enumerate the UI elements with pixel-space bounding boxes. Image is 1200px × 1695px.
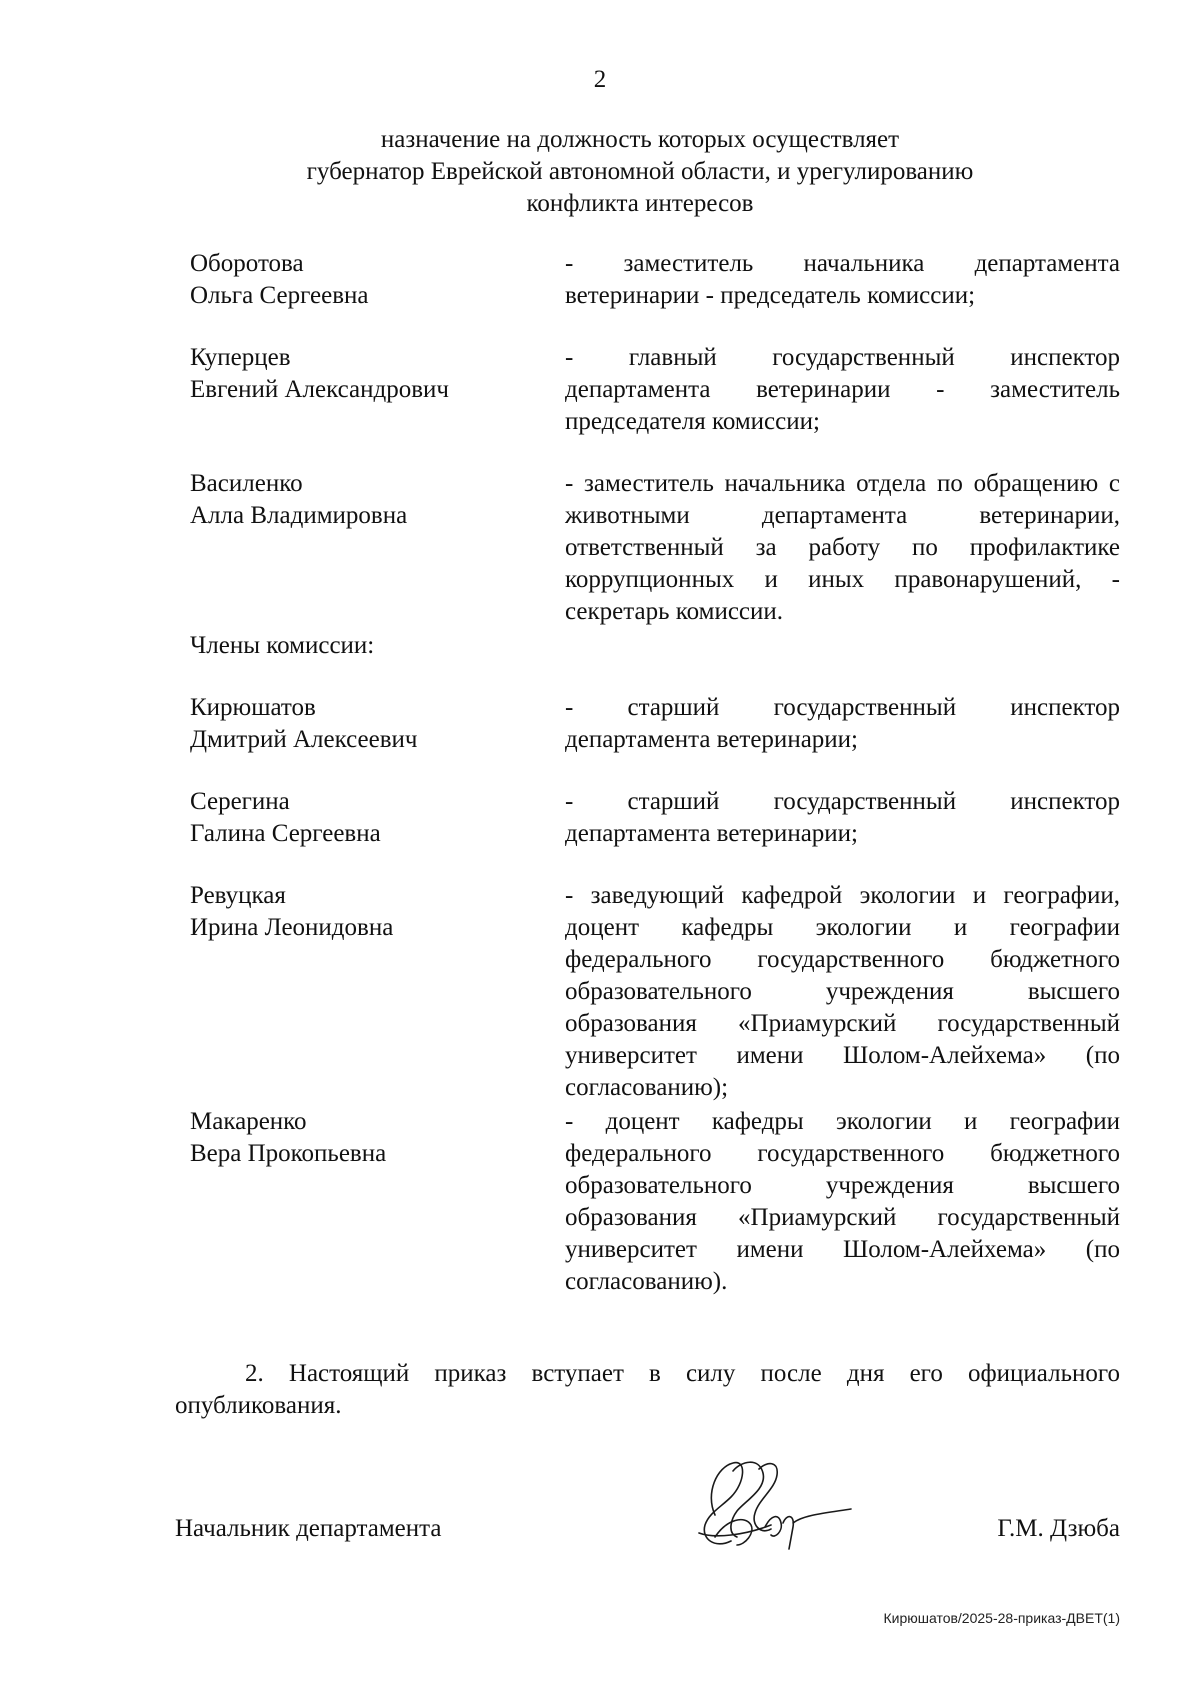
heading-line-3: конфликта интересов	[526, 190, 754, 217]
heading-line-1: назначение на должность которых осуществляет	[380, 126, 900, 153]
member-row-secretary	[190, 468, 1120, 628]
member-row	[190, 786, 1120, 850]
member-name	[190, 880, 565, 1104]
member-role: - главный государственный инспектор департамента ветеринарии - заместитель председателя комиссии;	[565, 344, 1120, 435]
member-name	[190, 1106, 565, 1298]
heading-line-2: губернатор Еврейской автономной области, и урегулированию	[306, 158, 974, 185]
effective-date-paragraph: 2. Настоящий приказ вступает в силу после дня его официального опубликования.	[175, 1360, 1120, 1419]
page-number: 2	[593, 66, 607, 93]
commission-members-list	[190, 248, 1120, 1328]
member-role: - заместитель начальника отдела по обращению с животными департамента ветеринарии, ответственный за работу по профилактике коррупционных и иных правонарушений, - секретарь комиссии.	[565, 470, 1120, 625]
signatory-title: Начальник департамента	[175, 1515, 442, 1542]
member-row-deputy-chair	[190, 342, 1120, 438]
member-row	[190, 692, 1120, 756]
member-name	[190, 342, 565, 438]
member-name	[190, 468, 565, 628]
member-given-names: Ирина Леонидовна	[190, 914, 394, 941]
member-row-chair	[190, 248, 1120, 312]
member-role: - заместитель начальника департамента ветеринарии - председатель комиссии;	[565, 250, 1120, 309]
member-given-names: Ольга Сергеевна	[190, 282, 369, 309]
signature-block	[175, 1515, 1120, 1555]
member-role: - старший государственный инспектор департамента ветеринарии;	[565, 694, 1120, 753]
member-given-names: Евгений Александрович	[190, 376, 449, 403]
member-row	[190, 1106, 1120, 1298]
member-surname: Ревуцкая	[190, 882, 286, 909]
signatory-name: Г.М. Дзюба	[997, 1515, 1120, 1542]
member-name	[190, 786, 565, 850]
member-surname: Серегина	[190, 788, 290, 815]
member-name	[190, 248, 565, 312]
member-surname: Макаренко	[190, 1108, 307, 1135]
members-section-label: Члены комиссии:	[190, 632, 375, 659]
member-surname: Оборотова	[190, 250, 304, 277]
member-given-names: Галина Сергеевна	[190, 820, 381, 847]
member-given-names: Дмитрий Алексеевич	[190, 726, 418, 753]
commission-heading	[240, 124, 1040, 220]
member-name	[190, 692, 565, 756]
handwritten-signature	[675, 1453, 855, 1573]
member-role: - старший государственный инспектор департамента ветеринарии;	[565, 788, 1120, 847]
member-row	[190, 880, 1120, 1104]
member-given-names: Вера Прокопьевна	[190, 1140, 387, 1167]
member-role: - заведующий кафедрой экологии и географии, доцент кафедры экологии и географии федерального государственного бюджетного образовательного учреждения высшего образования «Приамурский государственный университет имени Шолом-Алейхема» (по согласованию);	[565, 882, 1120, 1101]
document-reference: Кирюшатов/2025-28-приказ-ДВЕТ(1)	[883, 1610, 1120, 1626]
member-surname: Кирюшатов	[190, 694, 316, 721]
member-role: - доцент кафедры экологии и географии федерального государственного бюджетного образовательного учреждения высшего образования «Приамурский государственный университет имени Шолом-Алейхема» (по согласованию).	[565, 1108, 1120, 1295]
member-surname: Куперцев	[190, 344, 291, 371]
member-surname: Василенко	[190, 470, 303, 497]
member-given-names: Алла Владимировна	[190, 502, 408, 529]
